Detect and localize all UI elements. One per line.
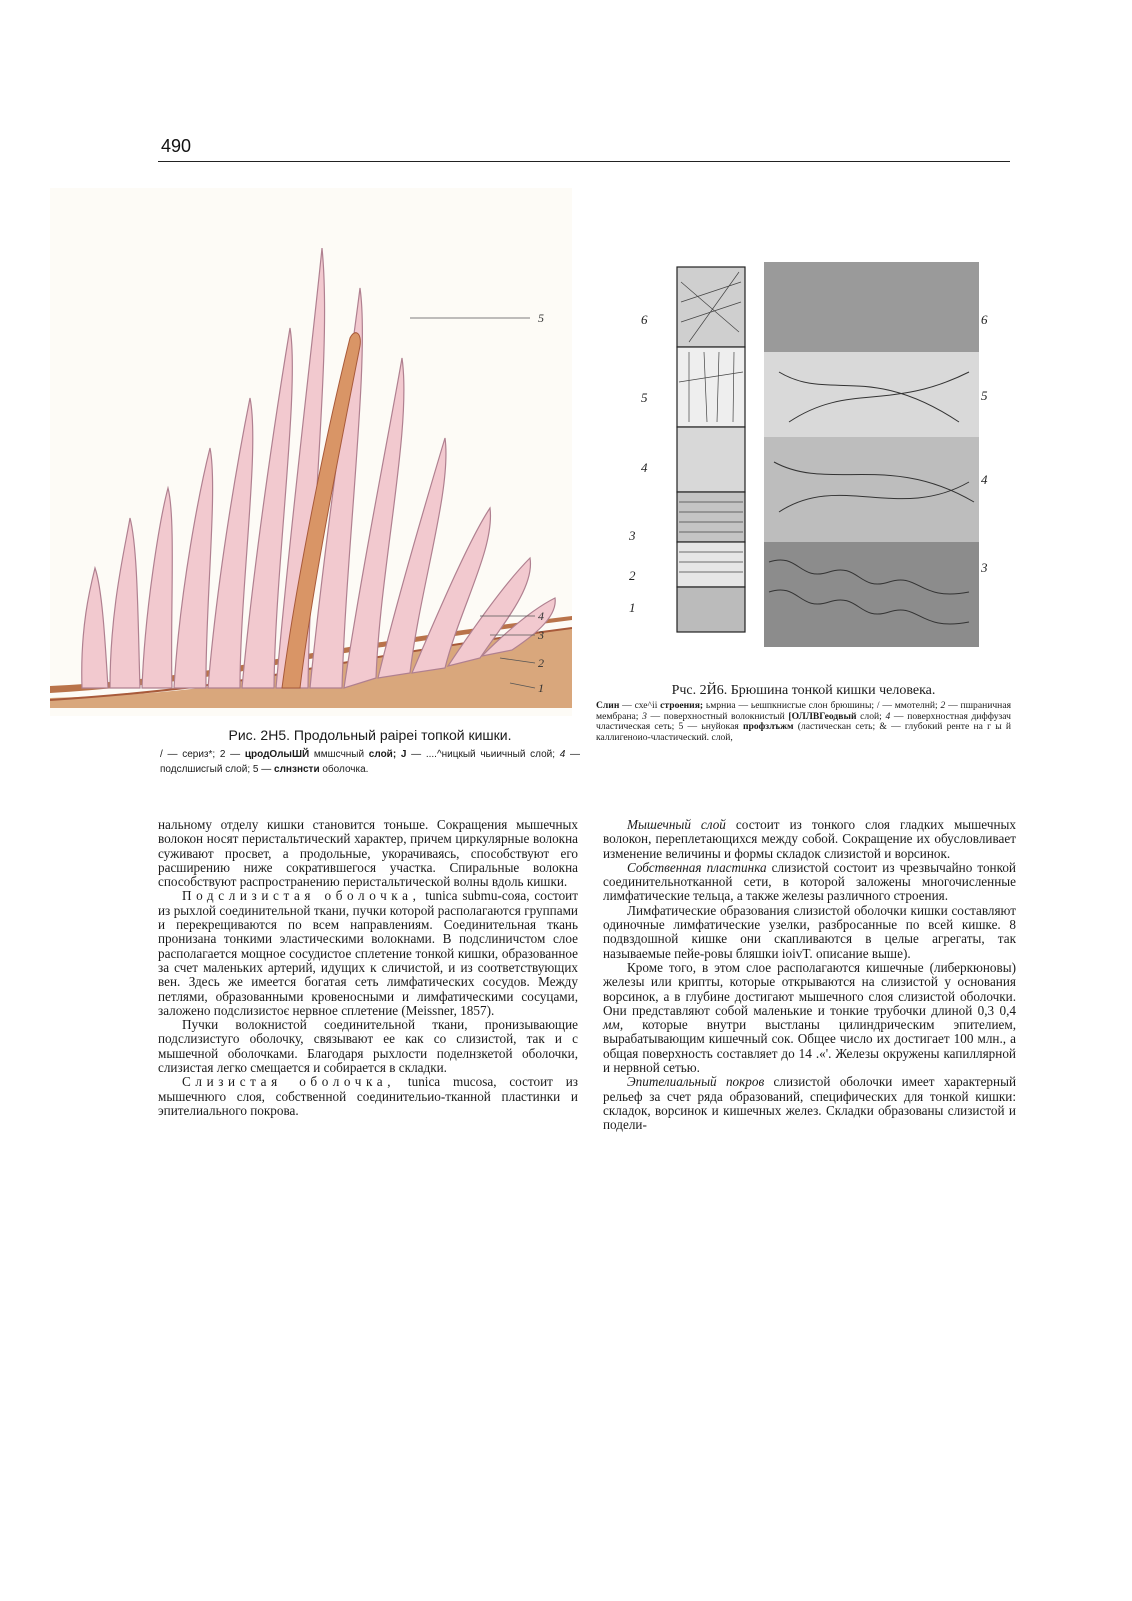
text-column-right (603, 818, 1016, 1133)
text-run: Кроме того, в этом слое располагаются кишечные (либеркюновы) железы или крипты, которые открываются на слизистой у основания ворсинок, а в глубине достигают мышечного слоя слизистой оболочки. Они представляют собой маленькие и тонкие трубочки длиной 0,3 0,4 (603, 959, 1016, 1018)
figure-right-caption-legend (596, 701, 1011, 743)
text-run: строения; (660, 700, 704, 711)
text-run: слизистой оболочки имеет характерный рельеф за счет ряда образований, специфических для тонкой кишки: складок, ворсинок и кишечных желез. Складки образованы слизистой и подели- (603, 1074, 1016, 1133)
text-run: оболочка. (319, 764, 369, 775)
text-run: 2 (940, 700, 946, 711)
text-run: нальному отделу кишки становится тоньше. Сокращения мышечных волокон носят перистальтический характер, причем циркулярные волокна суживают просвет, а продольные, укорачиваясь, способствуют его расширению ниже сократившегося участка. Спиральные волокна способствуют распространению перистальтической волны вдоль кишки. (158, 817, 578, 890)
intestine-section-illustration (50, 188, 572, 716)
text-run: слой; J (368, 749, 407, 760)
text-run: (ластическан сеть; & — глубокий ренте на г ы й каллигеноио-чластический. слой, (596, 721, 1011, 743)
text-run: — поверхностная диффузач чластическая сеть; 5 — ьнуйокая (596, 710, 1011, 732)
paragraph (158, 818, 578, 889)
text-run: Мышечный слой (627, 817, 726, 832)
text-run: ммшсчный (309, 749, 369, 760)
text-run: — ....^ницкый чьиичный слой; (406, 749, 560, 760)
fig-right-label: 5 (981, 388, 988, 403)
text-run: — схе^ii (619, 700, 661, 711)
fig-right-label: 6 (981, 312, 988, 327)
text-run: слнзнсти (274, 764, 320, 775)
text-run: tunica submu-coяа, состоит из рыхлой соединительной ткани, пучки которой располагаются группами и перекрещиваются по всем направлениям. Соединительная ткань пронизана тонкими эластическими волокнами. В подслиничстом слое располагается мощное сосудистое сплетение тонкой кишки, образованное за счет маленьких артерий, идущих к сличистой, и из соответствующих вен. Здесь же имеется богатая сеть лимфатических сосудов. Между петлями, образованными кровеносными и лимфатическими сосуцами, заложено подслизистоє нервное сплетение (Meissner, 1857). (158, 888, 578, 1018)
fig-right-label: 5 (641, 390, 648, 405)
text-run: Слин (596, 700, 620, 711)
figure-right-caption-title: Рчс. 2Й6. Брюшина тонкой кишки человека. (671, 683, 936, 698)
text-run: 4 (559, 749, 566, 760)
text-run: — подслшисгый слой; 5 — (160, 749, 580, 775)
text-run: Собственная пластинка (627, 859, 767, 875)
text-run: [ОЛЛВГеодвый (788, 710, 857, 722)
figure-left-caption-title: Рис. 2Н5. Продольный раipei топкой кишки. (228, 727, 512, 743)
fig-right-label: 4 (641, 460, 648, 475)
text-run: tunica mucosa, состоит из мышечнюго слоя, собственной соединительио-тканной пластинки и эпителиального покрова. (158, 1074, 579, 1118)
fig-right-label: 4 (981, 472, 988, 487)
paragraph (158, 1018, 578, 1075)
fig-left-label: 2 (538, 656, 544, 670)
fig-right-label: 1 (629, 600, 636, 615)
paragraph (158, 1075, 578, 1118)
fig-left-label: 3 (538, 628, 544, 642)
text-run: — пшраничная мембрана; (596, 700, 1011, 722)
fig-right-label: 3 (629, 528, 636, 543)
text-run: 3 (642, 710, 647, 722)
paragraph (158, 889, 578, 1018)
text-run: Подслизистая оболочка, (182, 888, 421, 904)
fig-right-label: 3 (981, 560, 988, 575)
text-run: состоит из тонкого слоя гладких мышечных волокон, переплетающихся между собой. Сокращение их обусловливает изменение величины и формы складок слизистой и ворсинок. (603, 817, 1016, 861)
text-run: цродОлыШЙ (244, 749, 310, 760)
text-run: 4 (885, 710, 891, 722)
text-run: слой; (856, 710, 886, 722)
text-run: слизистой состоит из чрезвычайно тонкой соединительнотканной сети, в которой заложены многочисленные лимфатические тельца, а также железы различного строения. (603, 859, 1016, 904)
fig-left-label: 1 (538, 681, 544, 695)
fig-left-label: 4 (538, 609, 544, 623)
paragraph (603, 818, 1016, 861)
paragraph (603, 904, 1016, 961)
fig-right-label: 2 (629, 568, 636, 583)
text-run: / — сериз*; 2 — (160, 749, 245, 760)
text-run: которые внутри выстланы цилиндрическим эпителием, вырабатывающим кишечный сок. Общее число их достигает 100 млн., а общая поверхность составляет до 14 .«'. Железы окружены капиллярной и нервной сетью. (603, 1017, 1016, 1076)
text-run: ьмрниа — ьешпкнисгые слон брюшины; / — ммотелнй; (703, 700, 941, 711)
fig-left-label: 5 (538, 311, 544, 325)
paragraph (603, 961, 1016, 1075)
paragraph (603, 861, 1016, 904)
text-run: Слизистая оболочка, (182, 1074, 396, 1090)
figure-left-caption-legend (160, 747, 580, 777)
page-number: 490 (161, 136, 192, 156)
header-rule (158, 161, 1010, 162)
fig-right-label: 6 (641, 312, 648, 327)
paragraph (603, 1075, 1016, 1132)
text-run: Лимфатические образования слизистой оболочки кишки составляют одиночные лимфатические узелки, разбросанные по всей кишке. 8 подвздошной кишке они скапливаются в целые агрегаты, так называемые пейе-ровы бляшки ioivT. описание выше). (603, 902, 1016, 961)
peritoneum-illustration (629, 262, 992, 657)
text-run: профзлъжм (742, 721, 794, 732)
text-run: — поверхностный волокнистый (646, 710, 789, 722)
text-run: Эпителиальный покров (627, 1074, 765, 1090)
text-run: мм, (603, 1017, 624, 1033)
text-run: Пучки волокнистой соединительной ткани, пронизывающие подслизистуго оболочку, связывают ее как со слизистой, так и с мышечной оболочками. Благодаря рыхлости поделнзкетой оболочки, слизистая легко смещается и собирается в складки. (158, 1017, 578, 1076)
text-column-left (158, 818, 578, 1118)
